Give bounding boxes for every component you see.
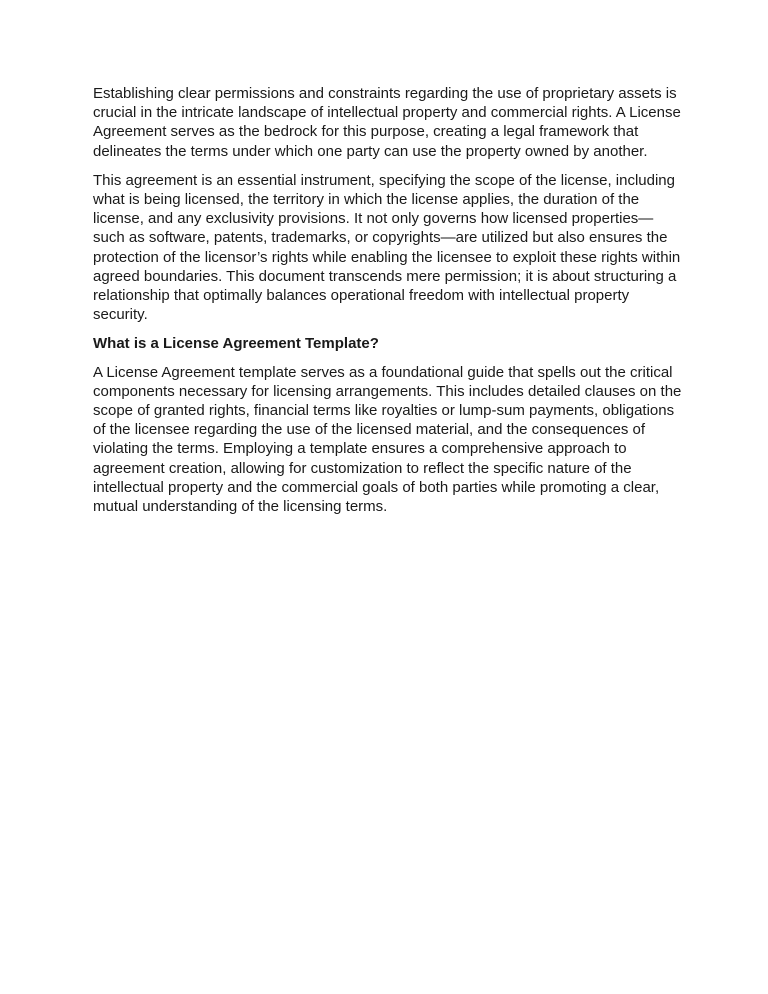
template-paragraph: A License Agreement template serves as a foundational guide that spells out the critical components necessary for licensing arrangements. This includes detailed clauses on the scope of granted rights, financial terms like royalties or lump-sum payments, obligations of the licensee regarding the use of the licensed material, and the consequences of violating the terms. Employing a template ensures a comprehensive approach to agreement creation, allowing for customization to reflect the specific nature of the intellectual property and the commercial goals of both parties while promoting a clear, mutual understanding of the licensing terms. (93, 363, 682, 516)
document-page (93, 84, 683, 526)
section-heading: What is a License Agreement Template? (93, 335, 379, 353)
intro-paragraph: Establishing clear permissions and constraints regarding the use of proprietary assets is crucial in the intricate landscape of intellectual property and commercial rights. A License Agreement serves as the bedrock for this purpose, creating a legal framework that delineates the terms under which one party can use the property owned by another. (93, 85, 681, 160)
agreement-scope-paragraph: This agreement is an essential instrument, specifying the scope of the license, including what is being licensed, the territory in which the license applies, the duration of the license, and any exclusivity provisions. It not only governs how licensed properties—such as software, patents, trademarks, or copyrights—are utilized but also ensures the protection of the licensor’s rights while enabling the licensee to exploit these rights within agreed boundaries. This document transcends mere permission; it is about structuring a relationship that optimally balances operational freedom with intellectual property security. (93, 171, 681, 324)
